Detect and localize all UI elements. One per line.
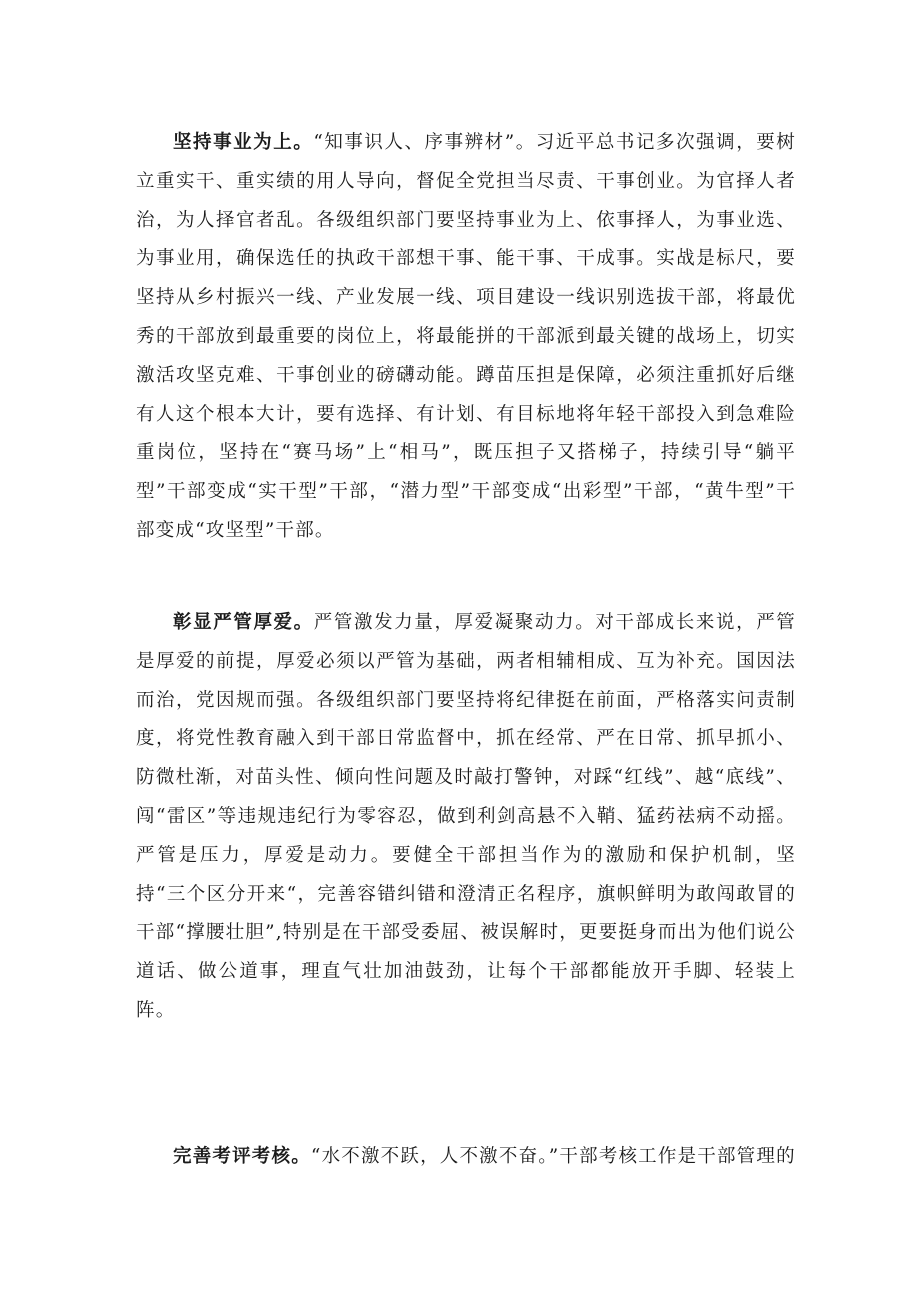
paragraph-2: [136, 604, 796, 1031]
paragraph-1-lead: 坚持事业为上。: [173, 132, 314, 153]
paragraph-3: [136, 1138, 796, 1177]
paragraph-2-lead: 彰显严管厚爱。: [173, 612, 314, 633]
paragraph-1: [136, 124, 796, 551]
paragraph-2-body: 严管激发力量，厚爱凝聚动力。对干部成长来说，严管是厚爱的前提，厚爱必须以严管为基础，两者相辅相成、互为补充。国因法而治，党因规而强。各级组织部门要坚持将纪律挺在前面，严格落实问责制度，将党性教育融入到干部日常监督中，抓在经常、严在日常、抓早抓小、防微杜渐，对苗头性、倾向性问题及时敲打警钟，对踩“红线”、越“底线”、闯“雷区”等违规违纪行为零容忍，做到利剑高悬不入鞘、猛药祛病不动摇。严管是压力，厚爱是动力。要健全干部担当作为的激励和保护机制，坚持“三个区分开来“，完善容错纠错和澄清正名程序，旗帜鲜明为敢闯敢冒的干部“撑腰壮胆”,特别是在干部受委屈、被误解时，更要挺身而出为他们说公道话、做公道事，理直气壮加油鼓劲，让每个干部都能放开手脚、轻装上阵。: [136, 612, 796, 1021]
paragraph-3-body: “水不激不跃，人不激不奋。”干部考核工作是干部管理的: [310, 1146, 796, 1167]
paragraph-3-lead: 完善考评考核。: [173, 1146, 311, 1167]
paragraph-1-body: “知事识人、序事辨材”。习近平总书记多次强调，要树立重实干、重实绩的用人导向，督促全党担当尽责、干事创业。为官择人者治，为人择官者乱。各级组织部门要坚持事业为上、依事择人，为事业选、为事业用，确保选任的执政干部想干事、能干事、干成事。实战是标尺，要坚持从乡村振兴一线、产业发展一线、项目建设一线识别选拔干部，将最优秀的干部放到最重要的岗位上，将最能拼的干部派到最关键的战场上，切实激活攻坚克难、干事创业的磅礴动能。蹲苗压担是保障，必须注重抓好后继有人这个根本大计，要有选择、有计划、有目标地将年轻干部投入到急难险重岗位，坚持在“赛马场”上“相马”，既压担子又搭梯子，持续引导“躺平型”干部变成“实干型”干部，“潜力型”干部变成“出彩型”干部，“黄牛型”干部变成“攻坚型”干部。: [136, 132, 796, 541]
